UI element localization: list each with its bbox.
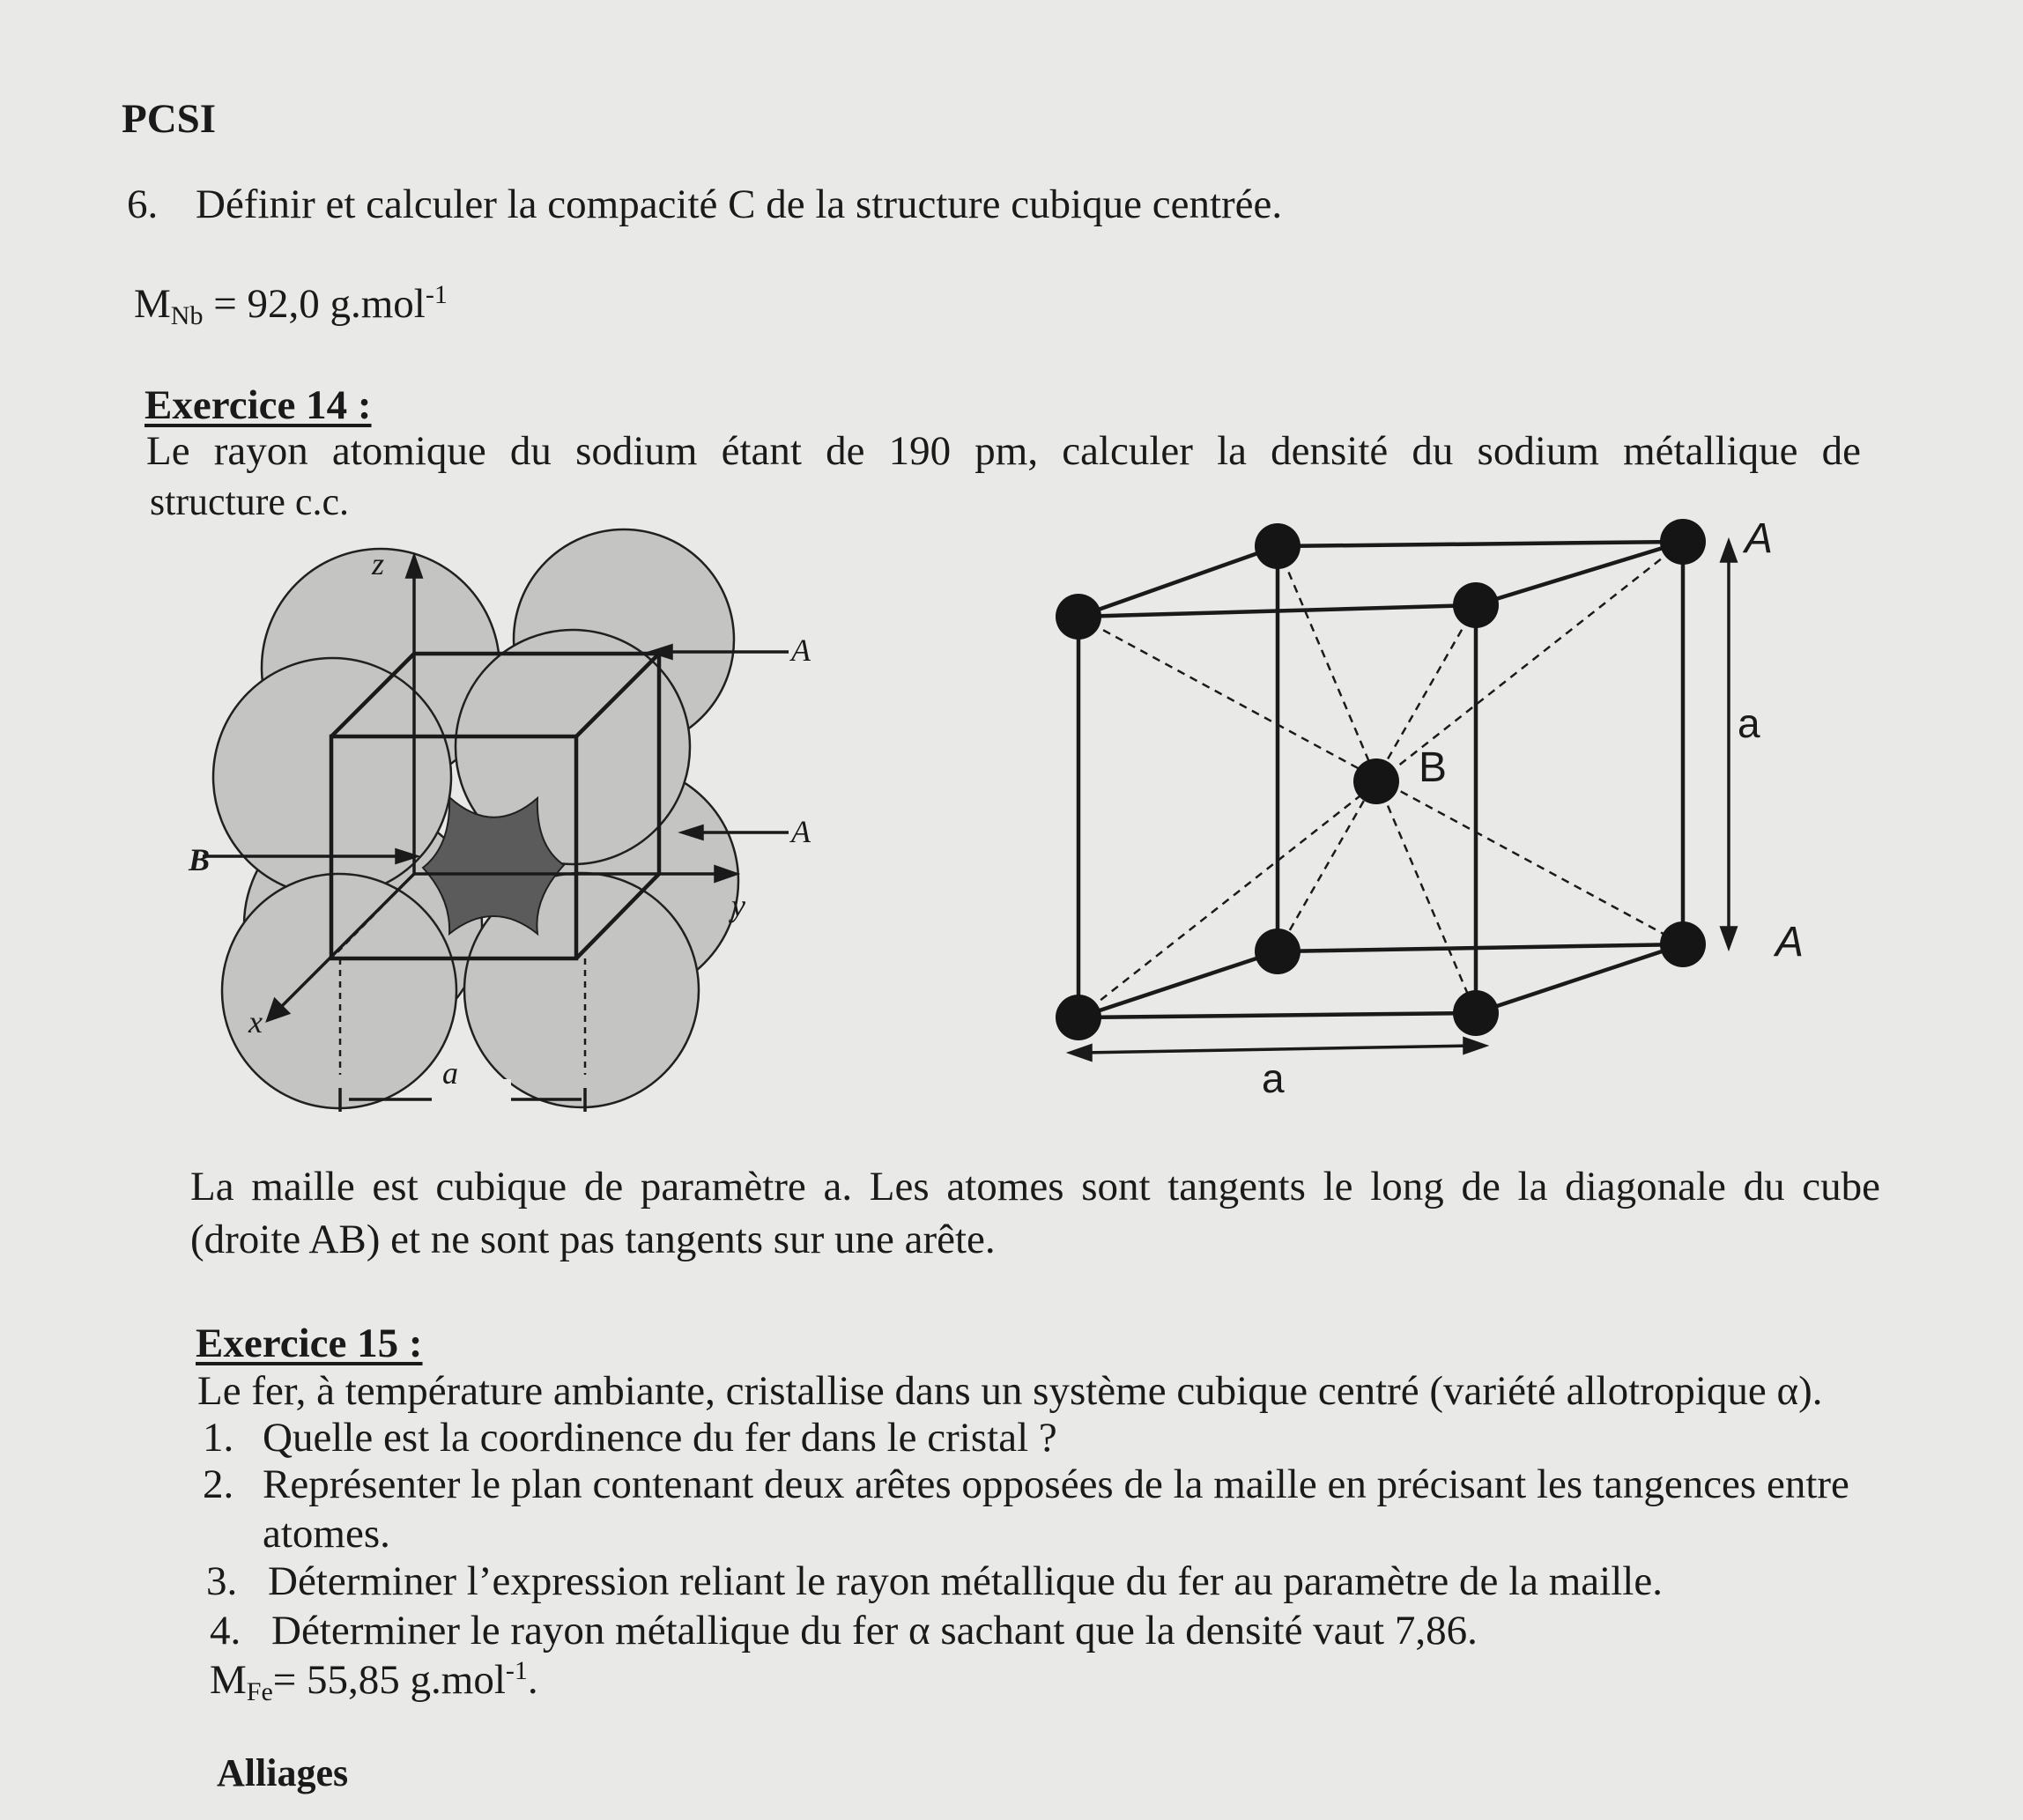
atom-front-top-left [1056, 594, 1101, 640]
molar-mass-fe-exponent: -1 [505, 1656, 528, 1685]
exercice-15-intro: Le fer, à température ambiante, cristallise dans un système cubique centré (variété allotropique α). [197, 1368, 1823, 1414]
molar-mass-fe-subscript: Fe [246, 1677, 273, 1706]
item-1-number: 1. [203, 1415, 234, 1461]
exercice-15-title: Exercice 15 : [196, 1321, 423, 1366]
item-1-text: Quelle est la coordinence du fer dans le cristal ? [263, 1415, 1057, 1461]
left-label-y: y [731, 888, 745, 923]
right-label-param-a-bottom: a [1262, 1055, 1285, 1101]
exercice-14-line-1: Le rayon atomique du sodium étant de 190 pm, calculer la densité du sodium métallique de [146, 428, 1861, 474]
molar-mass-subscript: Nb [170, 301, 204, 330]
atom-front-bottom-right [1453, 990, 1499, 1036]
left-label-param-a: a [442, 1055, 458, 1091]
molar-mass-fe-value: = 55,85 g.mol [272, 1657, 506, 1703]
item-2-text-continued: atomes. [263, 1511, 390, 1557]
item-4-text: Déterminer le rayon métallique du fer α sachant que la densité vaut 7,86. [271, 1608, 1478, 1654]
bcc-cell-figure [1049, 507, 1841, 1106]
item-3-number: 3. [206, 1558, 238, 1604]
atom-corner-a-top [1660, 519, 1706, 565]
question-6-text: Définir et calculer la compacité C de la structure cubique centrée. [196, 181, 1283, 227]
molar-mass-nb [134, 280, 448, 332]
right-label-b: B [1419, 744, 1448, 791]
sphere-packing-figure [176, 529, 846, 1128]
exercice-14-title: Exercice 14 : [144, 382, 372, 428]
left-label-a-mid: A [791, 814, 811, 849]
exercice-14-line-2: structure c.c. [150, 480, 349, 523]
left-label-z: z [372, 546, 385, 581]
left-label-b: B [189, 842, 211, 877]
molar-mass-exponent: -1 [425, 280, 448, 309]
atom-back-bottom-left [1255, 928, 1300, 974]
atom-front-bottom-left [1056, 995, 1101, 1040]
item-4-number: 4. [210, 1608, 241, 1654]
item-2-number: 2. [203, 1461, 234, 1507]
course-header: PCSI [122, 96, 217, 142]
atom-back-top-left [1255, 523, 1300, 569]
molar-mass-value: = 92,0 g.mol [203, 281, 426, 327]
molar-mass-symbol: M [134, 281, 171, 327]
atom-center-b [1353, 758, 1399, 804]
atom-corner-a-bottom [1660, 921, 1706, 967]
item-2-text: Représenter le plan contenant deux arêtes opposées de la maille en précisant les tangences entre [263, 1461, 1849, 1507]
molar-mass-fe-symbol: M [210, 1657, 247, 1703]
atom-front-top-right [1453, 582, 1499, 628]
caption-line-2: (droite AB) et ne sont pas tangents sur une arête. [190, 1217, 996, 1262]
question-6-number: 6. [127, 181, 159, 227]
left-label-a-top: A [791, 633, 811, 668]
right-label-a-top: A [1745, 515, 1774, 562]
left-label-x: x [248, 1004, 263, 1039]
right-label-param-a-side: a [1738, 700, 1760, 746]
molar-mass-fe [210, 1656, 538, 1708]
right-label-a-bottom: A [1775, 919, 1804, 965]
item-3-text: Déterminer l’expression reliant le rayon métallique du fer au paramètre de la maille. [268, 1558, 1663, 1604]
section-alliages: Alliages [217, 1751, 349, 1794]
caption-line-1: La maille est cubique de paramètre a. Les atomes sont tangents le long de la diagonale du cube [190, 1164, 1880, 1210]
molar-mass-fe-end: . [527, 1657, 538, 1703]
